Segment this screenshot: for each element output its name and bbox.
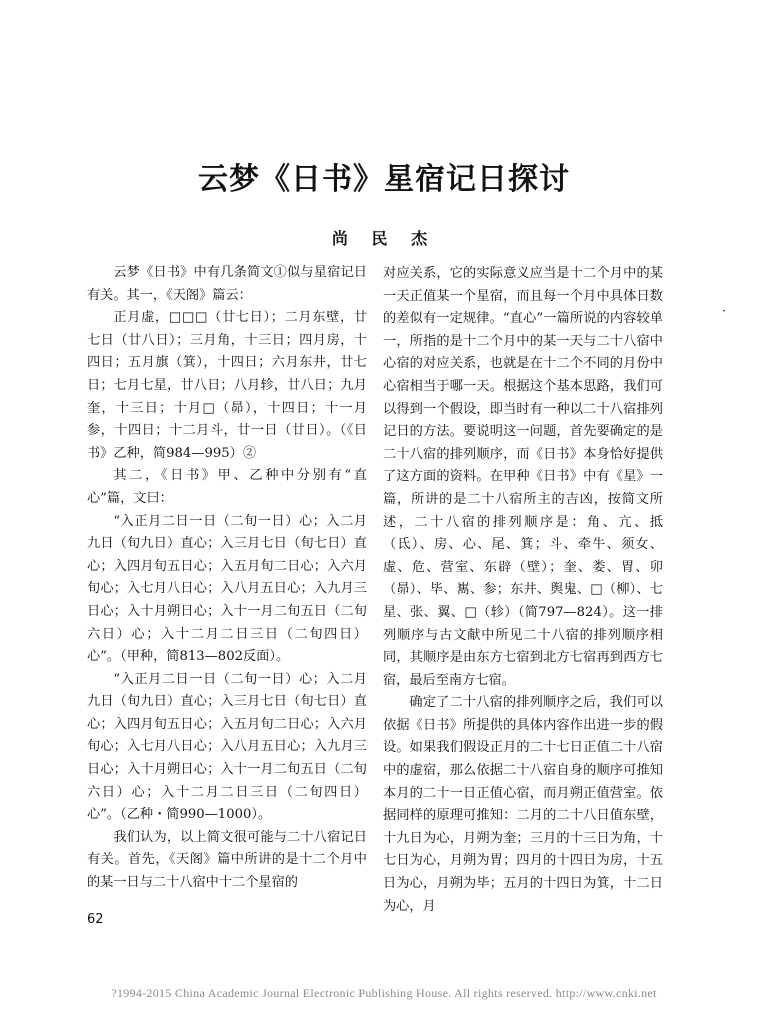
margin-dot: ·	[722, 304, 726, 318]
right-column	[383, 263, 663, 918]
paragraph: 其二，《日书》甲、乙种中分别有“直心”篇，文曰：	[87, 468, 367, 506]
copyright-footer: ?1994-2015 China Academic Journal Electronic Publishing House. All rights reserved. http://www.cnki.net	[111, 986, 657, 1000]
quoted-text: “入正月二日一日（二旬一日）心；入二月九日（旬九日）直心；入三月七日（旬七日）直心；入四月旬五日心；入五月旬二日心；入六月旬心；入七月八日心；入八月五日心；入九月三日心；入十月朔日心；入十一月二旬五日（二旬六日）心；入十二月二日三日（二旬四日）心”。（甲种，简813—802反面）。	[87, 513, 367, 665]
paragraph: 我们认为，以上简文很可能与二十八宿记日有关。首先，《天阁》篇中所讲的是十二个月中的某一日与二十八宿中十二个星宿的	[87, 829, 367, 891]
page-number: 62	[87, 912, 104, 927]
left-column	[87, 262, 367, 895]
quoted-text: 正月虚，□□□（廿七日）；二月东壁，廿七日（廿八日）；三月角，十三日；四月房，十四日；五月旗（箕），十四日；六月东井，廿七日；七月七星，廿八日；八月轸，廿八日；九月奎，十三日；十月□（昴），十四日；十一月参，十四日；十二月斗，廿一日（廿日）。（《日书》乙种，简984—995）②	[87, 310, 367, 461]
paragraph: 云梦《日书》中有几条简文①似与星宿记日有关。其一，《天阁》篇云：	[87, 265, 367, 303]
quoted-text: “入正月二日一日（二旬一日）心；入二月九日（旬九日）直心；入三月七日（旬七日）直心；入四月旬五日心；入五月旬二日心；入六月旬心；入七月八日心；入八月五日心；入九月三日心；入十月朔日心；入十一月二旬五日（二旬六日）心；入十二月二日三日（二旬四日）心”。（乙种・简990—1000）。	[87, 671, 367, 823]
paragraph: 对应关系，它的实际意义应当是十二个月中的某一天正值某一个星宿，而且每一个月中具体日数的差似有一定规律。“直心”一篇所说的内容较单一，所指的是十二个月中的某一天与二十八宿中心宿的对应关系，也就是在十二个不同的月份中心宿相当于哪一天。根据这个基本思路，我们可以得到一个假设，即当时有一种以二十八宿排列记日的方法。要说明这一问题，首先要确定的是二十八宿的排列顺序，而《日书》本身恰好提供了这方面的资料。在甲种《日书》中有《星》一篇，所讲的是二十八宿所主的吉凶，按简文所述，二十八宿的排列顺序是：角、亢、抵（氐）、房、心、尾、箕；斗、牵牛、须女、虚、危、营室、东辟（壁）；奎、娄、胃、卯（昴）、毕、嶲、参；东井、舆鬼、□（柳）、七星、张、翼、□（轸）（简797—824）。这一排列顺序与古文献中所见二十八宿的排列顺序相同，其顺序是由东方七宿到北方七宿再到西方七宿，最后至南方七宿。	[383, 266, 663, 688]
article-title: 云梦《日书》星宿记日探讨	[198, 162, 570, 197]
article-author: 尚 民 杰	[331, 229, 437, 248]
paragraph: 确定了二十八宿的排列顺序之后，我们可以依据《日书》所提供的具体内容作出进一步的假设。如果我们假设正月的二十七日正值二十八宿中的虚宿，那么依据二十八宿自身的顺序可推知本月的二十一日正值心宿，而月朔正值营室。依据同样的原理可推知：二月的二十八日值东壁，十九日为心，月朔为奎；三月的十三日为角，十七日为心，月朔为胃；四月的十四日为房，十五日为心，月朔为毕；五月的十四日为箕，十二日为心，月	[383, 695, 663, 914]
